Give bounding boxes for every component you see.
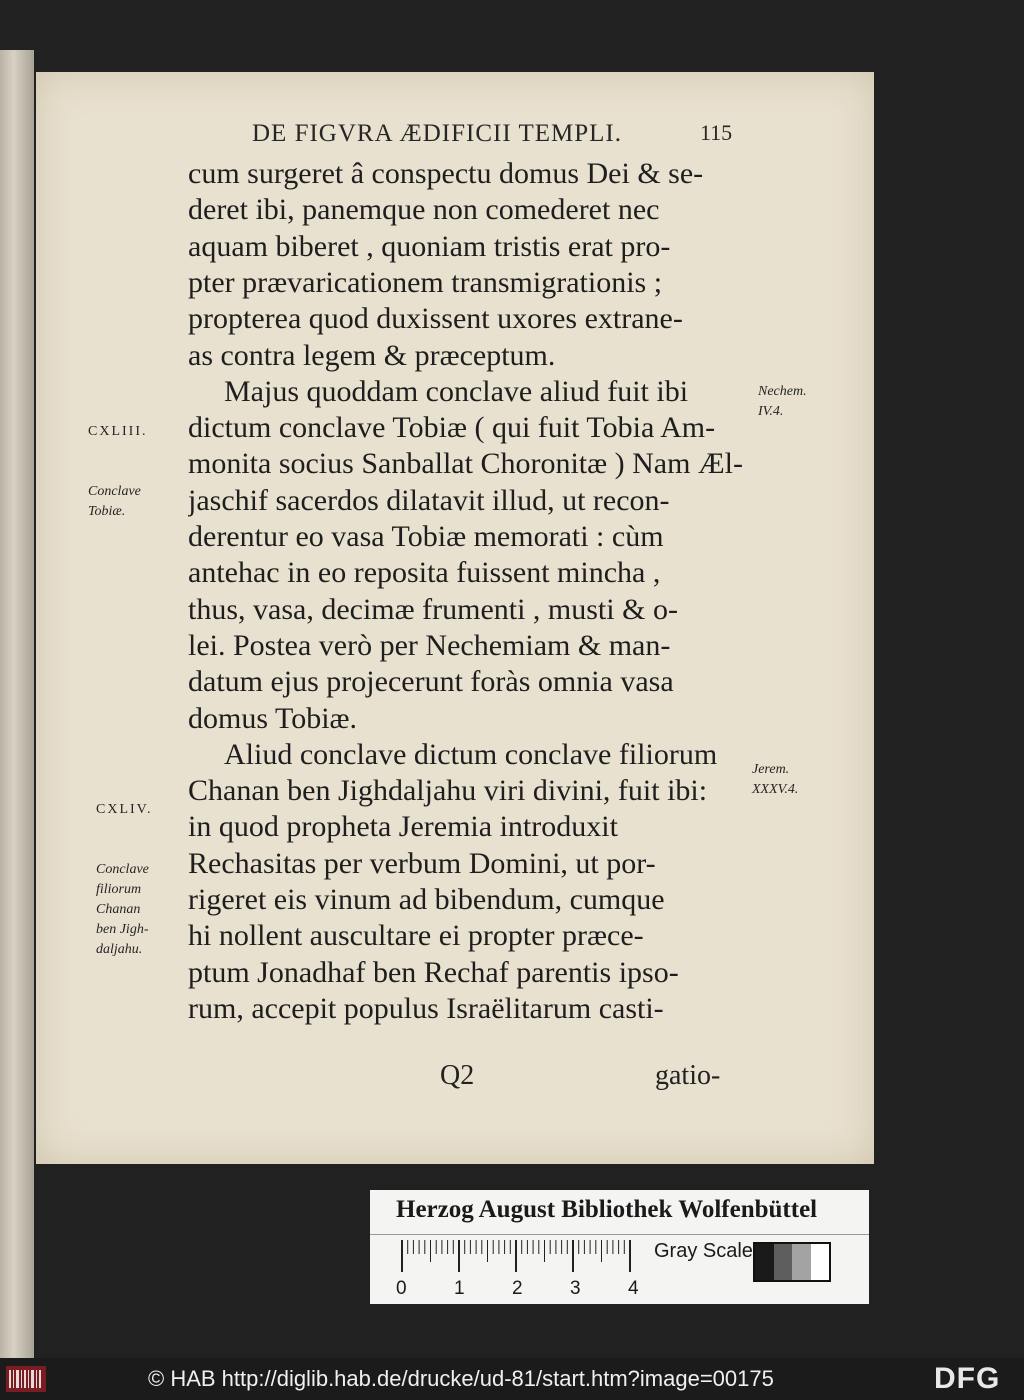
- text-line: propterea quod duxissent uxores extrane-: [188, 302, 683, 335]
- catchword: gatio-: [655, 1060, 721, 1091]
- text-line: dictum conclave Tobiæ ( qui fuit Tobia Am-: [188, 411, 716, 444]
- text-line: aquam biberet , quoniam tristis erat pro-: [188, 230, 671, 263]
- grayscale-label: Gray Scale: [654, 1240, 753, 1262]
- text-line: domus Tobiæ.: [188, 702, 358, 735]
- grayscale-swatches: [753, 1242, 831, 1282]
- text-line: pter prævaricationem transmigrationis ;: [188, 266, 663, 299]
- text-line: derentur eo vasa Tobiæ memorati : cùm: [188, 520, 664, 553]
- text-line: Majus quoddam conclave aliud fuit ibi: [224, 375, 689, 408]
- ruler-label: 4: [628, 1278, 639, 1299]
- text-line: as contra legem & præceptum.: [188, 339, 556, 372]
- signature-mark: Q2: [440, 1060, 475, 1091]
- hab-barcode-icon: [6, 1366, 46, 1392]
- text-line: hi nollent auscultare ei propter præce-: [188, 919, 644, 952]
- text-line: datum ejus projecerunt foràs omnia vasa: [188, 665, 674, 698]
- margin-note-number: CXLIII.: [88, 424, 148, 439]
- text-line: Rechasitas per verbum Domini, ut por-: [188, 847, 656, 880]
- margin-note-text: Conclave Tobiæ.: [88, 484, 141, 519]
- grayscale-swatch: [811, 1244, 830, 1280]
- margin-note-number: CXLIV.: [96, 802, 153, 817]
- margin-note-text: Conclave filiorum Chanan ben Jigh- daljahu.: [96, 862, 149, 957]
- text-line: Chanan ben Jighdaljahu viri divini, fuit ibi:: [188, 774, 708, 807]
- text-line: cum surgeret â conspectu domus Dei & se-: [188, 157, 704, 190]
- text-line: Aliud conclave dictum conclave filiorum: [224, 738, 718, 771]
- margin-note-cxliv: [96, 760, 152, 980]
- text-line: rigeret eis vinum ad bibendum, cumque: [188, 883, 665, 916]
- ruler-scale: [400, 1240, 632, 1272]
- text-line: jaschif sacerdos dilatavit illud, ut recon-: [188, 484, 670, 517]
- grayscale-swatch: [774, 1244, 793, 1280]
- hab-card-title: Herzog August Bibliothek Wolfenbüttel: [396, 1196, 818, 1223]
- page-number: 115: [700, 120, 733, 145]
- adjacent-page-edge: [0, 50, 34, 1360]
- margin-ref-nechem: Nechem. IV.4.: [758, 384, 807, 419]
- margin-ref-jerem: Jerem. XXXV.4.: [752, 762, 799, 797]
- text-line: deret ibi, panemque non comederet nec: [188, 193, 660, 226]
- ruler-label: 2: [512, 1278, 523, 1299]
- dfg-logo: DFG: [934, 1362, 1001, 1395]
- hab-color-card: [370, 1190, 869, 1304]
- text-line: rum, accepit populus Israëlitarum casti-: [188, 992, 664, 1025]
- grayscale-swatch: [755, 1244, 774, 1280]
- text-line: lei. Postea verò per Nechemiam & man-: [188, 629, 671, 662]
- hab-card-divider: [370, 1234, 869, 1235]
- running-head: DE FIGVRA ÆDIFICII TEMPLI.: [252, 120, 622, 147]
- text-line: thus, vasa, decimæ frumenti , musti & o-: [188, 593, 678, 626]
- ruler-label: 3: [570, 1278, 581, 1299]
- grayscale-swatch: [792, 1244, 811, 1280]
- text-line: ptum Jonadhaf ben Rechaf parentis ipso-: [188, 956, 679, 989]
- text-line: in quod propheta Jeremia introduxit: [188, 810, 618, 843]
- text-line: antehac in eo reposita fuissent mincha ,: [188, 556, 661, 589]
- margin-note-cxliii: [88, 382, 148, 542]
- ruler-label: 1: [454, 1278, 465, 1299]
- footer-bar: [0, 1358, 1024, 1400]
- ruler-label: 0: [396, 1278, 407, 1299]
- text-line: monita socius Sanballat Choronitæ ) Nam Æl-: [188, 447, 743, 480]
- copyright-link[interactable]: © HAB http://diglib.hab.de/drucke/ud-81/start.htm?image=00175: [148, 1366, 774, 1391]
